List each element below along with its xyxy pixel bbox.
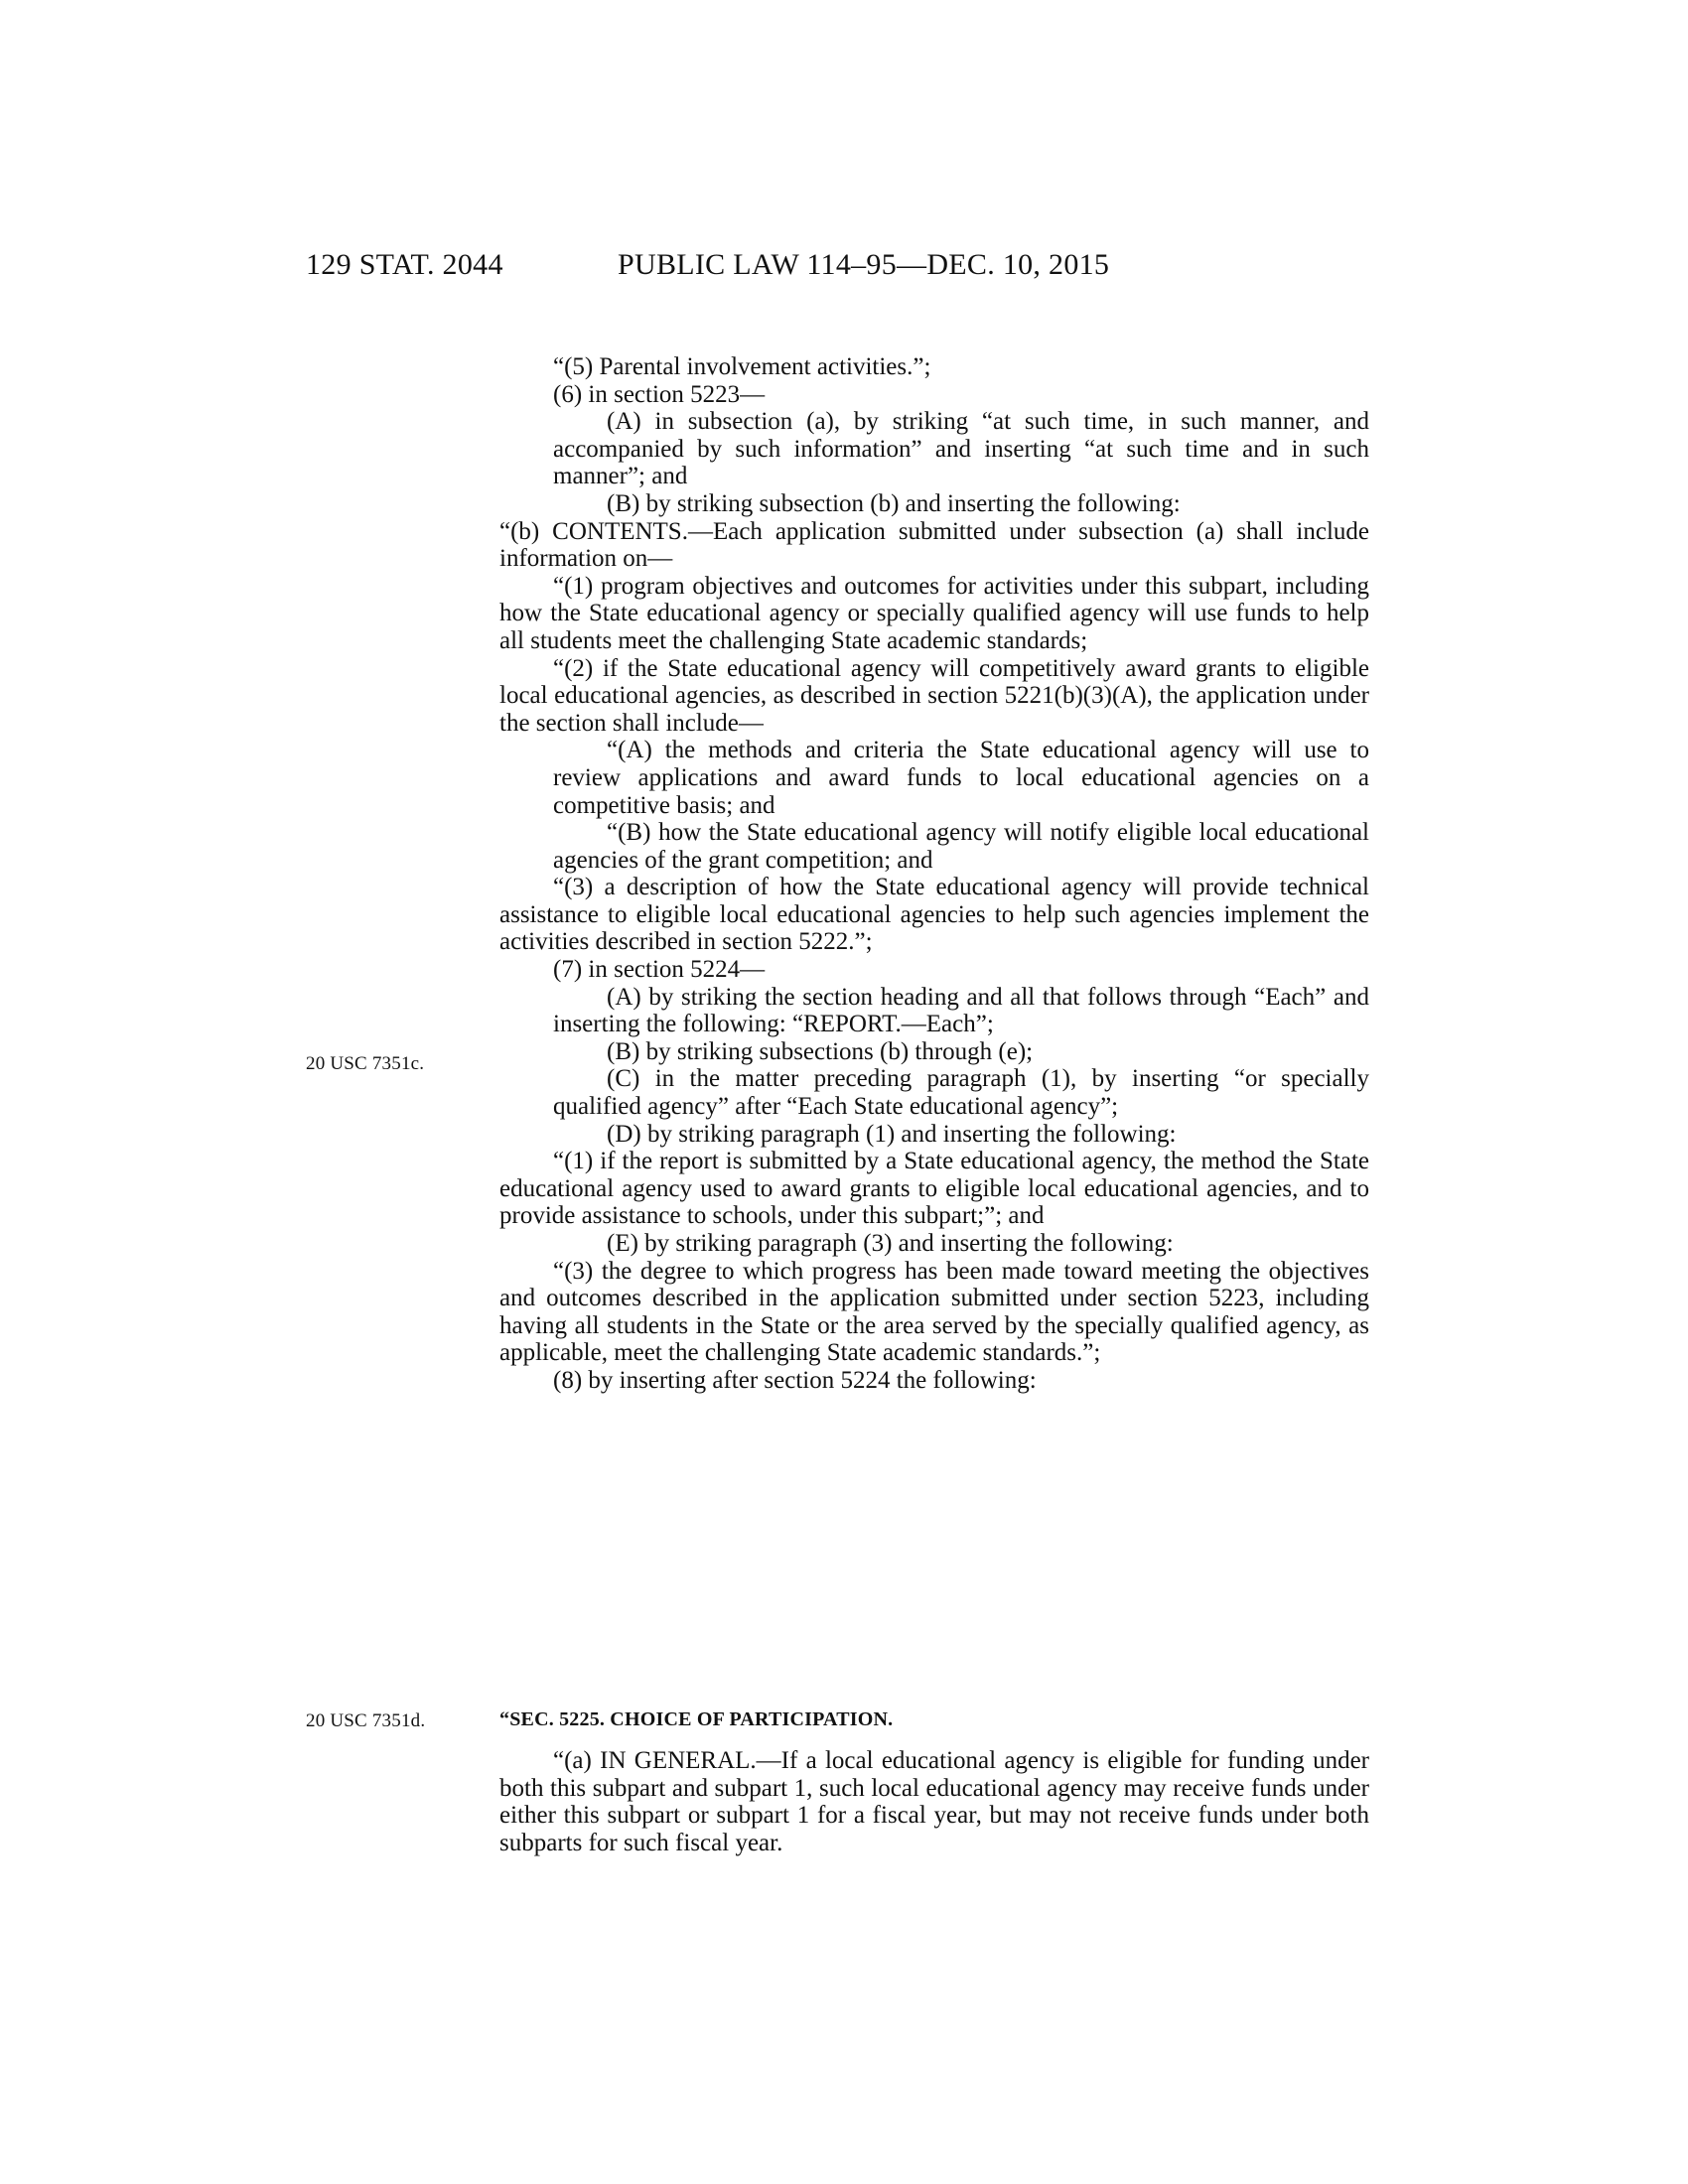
paragraph: “(5) Parental involvement activities.”; — [553, 353, 931, 380]
page-header — [0, 248, 1688, 288]
paragraph: “(1) program objectives and outcomes for activities under this subpart, including how the State educational agency or specially qualified agency will use funds to help all students meet the challenging State academic standards; — [499, 572, 1369, 654]
paragraph: “(A) the methods and criteria the State educational agency will use to review applications and award funds to local educational agencies on a competitive basis; and — [553, 737, 1369, 819]
paragraph: “(3) the degree to which progress has been made toward meeting the objectives and outcomes described in the application submitted under section 5223, including having all students in the State or the area served by the specially qualified agency, as applicable, meet the challenging State academic standards.”; — [499, 1257, 1369, 1367]
section-body — [499, 1747, 1369, 1856]
paragraph: (B) by striking subsections (b) through (e); — [607, 1037, 1034, 1065]
paragraph: (B) by striking subsection (b) and inserting the following: — [607, 489, 1181, 517]
paragraph: (D) by striking paragraph (1) and inserting the following: — [607, 1120, 1177, 1148]
paragraph: “(a) IN GENERAL.—If a local educational agency is eligible for funding under both this subpart and subpart 1, such local educational agency may receive funds under either this subpart or subpart 1 for a fiscal year, but may not receive funds under both subparts for such fiscal year. — [499, 1747, 1369, 1856]
paragraph — [499, 518, 1369, 573]
paragraph: (C) in the matter preceding paragraph (1), by inserting “or specially qualified agency” after “Each State educational agency”; — [553, 1065, 1369, 1121]
law-title: PUBLIC LAW 114–95—DEC. 10, 2015 — [618, 248, 1110, 281]
paragraph: “(3) a description of how the State educational agency will provide technical assistance to eligible local educational agencies to help such agencies implement the activities described in section 5222.”; — [499, 874, 1369, 956]
paragraph: “(2) if the State educational agency will competitively award grants to eligible local educational agencies, as described in section 5221(b)(3)(A), the application under the section shall include— — [499, 654, 1369, 737]
margin-citation-7351c: 20 USC 7351c. — [306, 1053, 425, 1074]
paragraph: “(B) how the State educational agency will notify eligible local educational agencies of the grant competition; and — [553, 819, 1369, 874]
paragraph: (E) by striking paragraph (3) and inserting the following: — [607, 1230, 1174, 1257]
paragraph: “(1) if the report is submitted by a State educational agency, the method the State educational agency used to award grants to eligible local educational agencies, and to provide assistance to schools, under this subpart;”; and — [499, 1148, 1369, 1230]
paragraph: (7) in section 5224— — [553, 956, 766, 984]
paragraph-text: “(b) CONTENTS.—Each application submitted under subsection (a) shall include information on— — [499, 517, 1369, 573]
body-text — [499, 353, 1369, 1395]
paragraph: (6) in section 5223— — [553, 380, 766, 408]
paragraph: (A) by striking the section heading and all that follows through “Each” and inserting the following: “REPORT.—Each”; — [553, 983, 1369, 1038]
section-heading: “SEC. 5225. CHOICE OF PARTICIPATION. — [499, 1708, 894, 1730]
paragraph: (A) in subsection (a), by striking “at such time, in such manner, and accompanied by such information” and inserting “at such time and in such manner”; and — [553, 408, 1369, 490]
margin-citation-7351d: 20 USC 7351d. — [306, 1710, 426, 1731]
stat-page-number: 129 STAT. 2044 — [306, 248, 503, 281]
paragraph: (8) by inserting after section 5224 the following: — [553, 1366, 1037, 1394]
